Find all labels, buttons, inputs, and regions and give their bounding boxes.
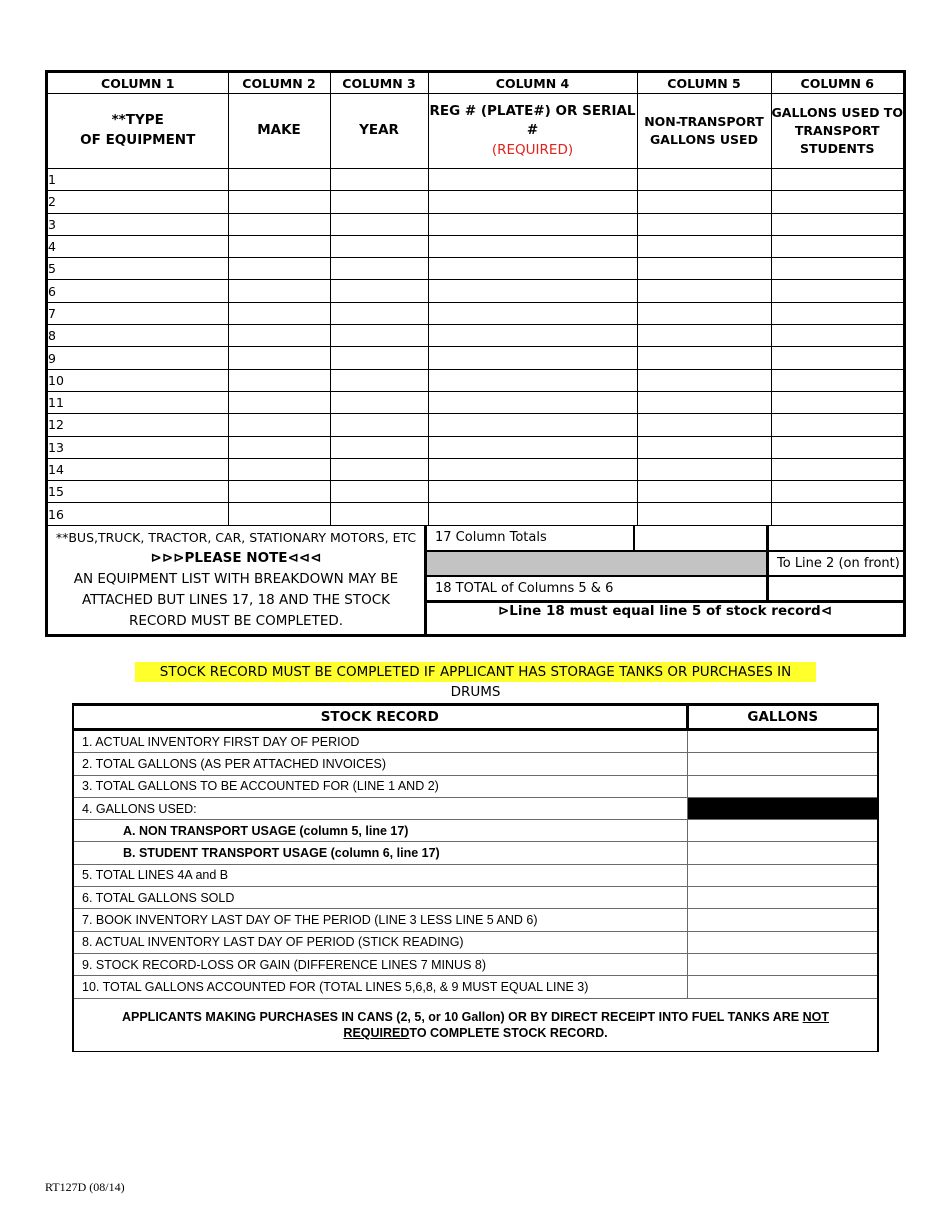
row-number[interactable]: 3 xyxy=(48,213,228,235)
line-18-total[interactable] xyxy=(769,577,903,600)
line-18-label: 18 TOTAL of Columns 5 & 6 xyxy=(427,577,769,600)
equipment-cell[interactable] xyxy=(228,235,330,257)
equipment-cell[interactable] xyxy=(428,436,637,458)
stock-record-label: 3. TOTAL GALLONS TO BE ACCOUNTED FOR (LINE 1 AND 2) xyxy=(74,775,687,797)
equipment-cell[interactable] xyxy=(330,302,428,324)
equipment-cell[interactable] xyxy=(228,169,330,191)
equipment-cell[interactable] xyxy=(771,302,903,324)
equipment-row xyxy=(48,391,903,413)
gallons-cell[interactable] xyxy=(687,976,877,998)
gallons-cell[interactable] xyxy=(687,887,877,909)
row-number[interactable]: 10 xyxy=(48,369,228,391)
stock-record-row xyxy=(74,976,877,998)
equipment-cell[interactable] xyxy=(428,481,637,503)
equipment-row xyxy=(48,481,903,503)
equipment-cell[interactable] xyxy=(428,302,637,324)
equipment-cell[interactable] xyxy=(428,347,637,369)
line-17-row xyxy=(427,526,903,552)
equipment-cell[interactable] xyxy=(637,213,771,235)
reg-serial-header xyxy=(428,94,637,169)
gallons-cell[interactable] xyxy=(687,864,877,886)
equipment-cell[interactable] xyxy=(637,235,771,257)
stock-record-label: 7. BOOK INVENTORY LAST DAY OF THE PERIOD (LINE 3 LESS LINE 5 AND 6) xyxy=(74,909,687,931)
header-text: GALLONS USED xyxy=(650,132,758,147)
row-number[interactable]: 5 xyxy=(48,258,228,280)
equipment-cell[interactable] xyxy=(637,280,771,302)
stock-record-label: 2. TOTAL GALLONS (AS PER ATTACHED INVOICES) xyxy=(74,753,687,775)
stock-record-label: A. NON TRANSPORT USAGE (column 5, line 17) xyxy=(74,820,687,842)
equipment-cell[interactable] xyxy=(771,436,903,458)
equipment-cell[interactable] xyxy=(228,458,330,480)
equipment-cell[interactable] xyxy=(637,369,771,391)
equipment-cell[interactable] xyxy=(330,235,428,257)
equipment-cell[interactable] xyxy=(228,280,330,302)
equipment-cell[interactable] xyxy=(330,503,428,525)
row-number[interactable]: 1 xyxy=(48,169,228,191)
row-number[interactable]: 15 xyxy=(48,481,228,503)
equipment-cell[interactable] xyxy=(428,258,637,280)
row-number[interactable]: 2 xyxy=(48,191,228,213)
equipment-cell[interactable] xyxy=(228,347,330,369)
gallons-cell[interactable] xyxy=(687,775,877,797)
equipment-cell[interactable] xyxy=(330,213,428,235)
shaded-cell xyxy=(427,552,769,575)
equipment-cell[interactable] xyxy=(637,302,771,324)
equipment-row xyxy=(48,169,903,191)
form-id: RT127D (08/14) xyxy=(45,1180,125,1194)
equipment-cell[interactable] xyxy=(228,369,330,391)
equipment-cell[interactable] xyxy=(771,481,903,503)
equipment-cell[interactable] xyxy=(330,391,428,413)
equipment-cell[interactable] xyxy=(428,369,637,391)
equipment-cell[interactable] xyxy=(228,325,330,347)
equipment-cell[interactable] xyxy=(771,213,903,235)
row-number[interactable]: 7 xyxy=(48,302,228,324)
equipment-cell[interactable] xyxy=(771,347,903,369)
stock-record-row xyxy=(74,820,877,842)
line-18-note: ⊳Line 18 must equal line 5 of stock record⊲ xyxy=(497,602,833,619)
stock-record-label: 10. TOTAL GALLONS ACCOUNTED FOR (TOTAL LINES 5,6,8, & 9 MUST EQUAL LINE 3) xyxy=(74,976,687,998)
stock-record-row xyxy=(74,753,877,775)
equipment-cell[interactable] xyxy=(771,369,903,391)
stock-record-row xyxy=(74,909,877,931)
header-text: NON-TRANSPORT xyxy=(644,113,764,129)
stock-record-label: 1. ACTUAL INVENTORY FIRST DAY OF PERIOD xyxy=(74,730,687,753)
column-label: COLUMN 5 xyxy=(637,73,771,94)
equipment-row xyxy=(48,369,903,391)
equipment-cell[interactable] xyxy=(637,458,771,480)
equipment-cell[interactable] xyxy=(771,191,903,213)
equipment-cell[interactable] xyxy=(637,258,771,280)
line-17-column-6-total[interactable] xyxy=(769,526,903,550)
stock-record-label: 9. STOCK RECORD-LOSS OR GAIN (DIFFERENCE LINES 7 MINUS 8) xyxy=(74,953,687,975)
stock-record-row xyxy=(74,842,877,864)
equipment-cell[interactable] xyxy=(637,481,771,503)
row-number[interactable]: 11 xyxy=(48,391,228,413)
equipment-cell[interactable] xyxy=(771,169,903,191)
equipment-row xyxy=(48,503,903,525)
gallons-cell[interactable] xyxy=(687,931,877,953)
stock-record-row xyxy=(74,730,877,753)
column-label: COLUMN 2 xyxy=(228,73,330,94)
type-of-equipment-header xyxy=(48,94,228,169)
non-transport-header xyxy=(637,94,771,169)
equipment-footnote: **BUS,TRUCK, TRACTOR, CAR, STATIONARY MOTORS, ETC xyxy=(55,529,417,545)
header-text: REG # (PLATE#) OR SERIAL # xyxy=(429,102,636,139)
totals-block xyxy=(427,526,903,634)
equipment-cell[interactable] xyxy=(228,191,330,213)
stock-record-label: 4. GALLONS USED: xyxy=(74,797,687,819)
equipment-cell[interactable] xyxy=(637,414,771,436)
line-17-column-5-total[interactable] xyxy=(635,526,769,550)
header-text: TRANSPORT xyxy=(794,122,880,138)
equipment-row xyxy=(48,280,903,302)
stock-record-row xyxy=(74,775,877,797)
column-label: COLUMN 3 xyxy=(330,73,428,94)
equipment-cell[interactable] xyxy=(330,458,428,480)
make-header: MAKE xyxy=(228,94,330,169)
column-label-row xyxy=(48,73,903,94)
stock-record-header-row xyxy=(74,706,877,730)
equipment-row xyxy=(48,347,903,369)
gallons-cell[interactable] xyxy=(687,953,877,975)
equipment-row xyxy=(48,302,903,324)
equipment-cell[interactable] xyxy=(771,235,903,257)
equipment-cell[interactable] xyxy=(771,325,903,347)
equipment-cell[interactable] xyxy=(428,169,637,191)
note-line: AN EQUIPMENT LIST WITH BREAKDOWN MAY BE xyxy=(73,570,399,587)
transport-students-header xyxy=(771,94,903,169)
equipment-cell[interactable] xyxy=(330,369,428,391)
to-line-2-label: To Line 2 (on front) xyxy=(777,555,900,571)
gallons-cell[interactable] xyxy=(687,753,877,775)
stock-record-note-row xyxy=(74,998,877,1051)
gallons-header: GALLONS xyxy=(687,706,877,730)
equipment-row xyxy=(48,458,903,480)
equipment-row xyxy=(48,414,903,436)
equipment-cell[interactable] xyxy=(771,458,903,480)
row-number[interactable]: 6 xyxy=(48,280,228,302)
note-line: RECORD MUST BE COMPLETED. xyxy=(128,612,344,629)
stock-record-rows xyxy=(74,730,877,999)
equipment-cell[interactable] xyxy=(228,302,330,324)
equipment-cell[interactable] xyxy=(428,325,637,347)
stock-record-notice: STOCK RECORD MUST BE COMPLETED IF APPLICANT HAS STORAGE TANKS OR PURCHASES IN DRUMS xyxy=(135,662,816,682)
equipment-cell[interactable] xyxy=(771,280,903,302)
equipment-cell[interactable] xyxy=(428,503,637,525)
column-header-row xyxy=(48,94,903,169)
equipment-cell[interactable] xyxy=(228,258,330,280)
equipment-cell[interactable] xyxy=(228,391,330,413)
stock-record-row xyxy=(74,931,877,953)
header-text: OF EQUIPMENT xyxy=(80,132,196,148)
row-number[interactable]: 13 xyxy=(48,436,228,458)
equipment-note-block xyxy=(48,526,427,634)
equipment-cell[interactable] xyxy=(637,325,771,347)
row-number[interactable]: 8 xyxy=(48,325,228,347)
row-number[interactable]: 16 xyxy=(48,503,228,525)
row-number[interactable]: 9 xyxy=(48,347,228,369)
column-label: COLUMN 1 xyxy=(48,73,228,94)
equipment-table xyxy=(45,70,906,637)
gallons-cell xyxy=(687,797,877,819)
equipment-cell[interactable] xyxy=(330,436,428,458)
gallons-cell[interactable] xyxy=(687,842,877,864)
equipment-cell[interactable] xyxy=(637,436,771,458)
equipment-cell[interactable] xyxy=(428,213,637,235)
equipment-cell[interactable] xyxy=(637,391,771,413)
equipment-cell[interactable] xyxy=(771,391,903,413)
equipment-cell[interactable] xyxy=(330,191,428,213)
equipment-cell[interactable] xyxy=(637,347,771,369)
equipment-cell[interactable] xyxy=(771,414,903,436)
gallons-cell[interactable] xyxy=(687,820,877,842)
stock-record-row xyxy=(74,887,877,909)
equipment-row xyxy=(48,213,903,235)
equipment-cell[interactable] xyxy=(771,258,903,280)
equipment-cell[interactable] xyxy=(428,280,637,302)
note-text: TO COMPLETE STOCK RECORD. xyxy=(409,1025,608,1040)
equipment-cell[interactable] xyxy=(637,169,771,191)
header-text: **TYPE xyxy=(111,112,164,129)
row-number[interactable]: 12 xyxy=(48,414,228,436)
equipment-row xyxy=(48,235,903,257)
required-label: (REQUIRED) xyxy=(491,141,574,158)
equipment-footer xyxy=(48,526,903,634)
stock-record-label: 5. TOTAL LINES 4A and B xyxy=(74,864,687,886)
equipment-cell[interactable] xyxy=(330,481,428,503)
stock-record-row xyxy=(74,953,877,975)
line-17-label: 17 Column Totals xyxy=(427,526,635,550)
note-line: ATTACHED BUT LINES 17, 18 AND THE STOCK xyxy=(81,591,391,608)
note-text: APPLICANTS MAKING PURCHASES IN CANS (2, 5, or 10 Gallon) OR BY DIRECT RECEIPT INTO FUEL TANKS ARE xyxy=(121,1009,800,1024)
stock-record-label: 6. TOTAL GALLONS SOLD xyxy=(74,887,687,909)
equipment-cell[interactable] xyxy=(771,503,903,525)
equipment-cell[interactable] xyxy=(330,280,428,302)
stock-record-label: 8. ACTUAL INVENTORY LAST DAY OF PERIOD (STICK READING) xyxy=(74,931,687,953)
equipment-cell[interactable] xyxy=(330,258,428,280)
stock-record-row xyxy=(74,797,877,819)
equipment-cell[interactable] xyxy=(428,458,637,480)
to-line-2-row xyxy=(427,552,903,577)
column-label: COLUMN 4 xyxy=(428,73,637,94)
line-18-row xyxy=(427,577,903,603)
equipment-cell[interactable] xyxy=(228,503,330,525)
equipment-cell[interactable] xyxy=(228,414,330,436)
stock-record-title: STOCK RECORD xyxy=(74,706,687,730)
equipment-cell[interactable] xyxy=(330,347,428,369)
row-number[interactable]: 14 xyxy=(48,458,228,480)
equipment-row xyxy=(48,258,903,280)
stock-record-label: B. STUDENT TRANSPORT USAGE (column 6, line 17) xyxy=(74,842,687,864)
equipment-row xyxy=(48,191,903,213)
header-text: STUDENTS xyxy=(799,141,875,157)
equipment-cell[interactable] xyxy=(428,191,637,213)
please-note-heading: ⊳⊳⊳PLEASE NOTE⊲⊲⊲ xyxy=(150,549,322,566)
equipment-cell[interactable] xyxy=(228,481,330,503)
row-number[interactable]: 4 xyxy=(48,235,228,257)
equipment-cell[interactable] xyxy=(428,391,637,413)
equipment-cell[interactable] xyxy=(228,436,330,458)
equipment-rows xyxy=(48,169,903,526)
equipment-cell[interactable] xyxy=(330,325,428,347)
equipment-cell[interactable] xyxy=(637,503,771,525)
gallons-cell[interactable] xyxy=(687,730,877,753)
not-required-text: NOT REQUIRED xyxy=(343,1009,830,1040)
stock-record-row xyxy=(74,864,877,886)
stock-record-table xyxy=(72,703,879,1052)
equipment-cell[interactable] xyxy=(330,169,428,191)
equipment-row xyxy=(48,436,903,458)
equipment-cell[interactable] xyxy=(637,191,771,213)
equipment-cell[interactable] xyxy=(428,235,637,257)
column-label: COLUMN 6 xyxy=(771,73,903,94)
equipment-cell[interactable] xyxy=(330,414,428,436)
year-header: YEAR xyxy=(330,94,428,169)
stock-record-note xyxy=(74,998,877,1051)
equipment-cell[interactable] xyxy=(428,414,637,436)
equipment-row xyxy=(48,325,903,347)
equipment-cell[interactable] xyxy=(228,213,330,235)
header-text: GALLONS USED TO xyxy=(771,104,903,120)
gallons-cell[interactable] xyxy=(687,909,877,931)
